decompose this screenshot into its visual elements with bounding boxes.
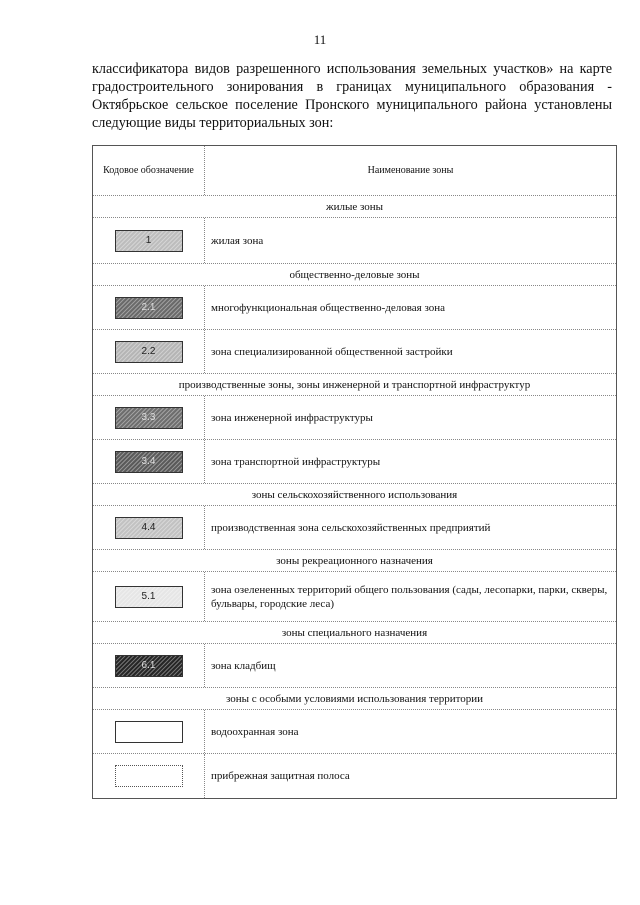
zone-row — [93, 506, 616, 550]
section-label: зоны с особыми условиями использования территории — [225, 692, 484, 705]
section-row — [93, 374, 616, 396]
zone-code-cell — [93, 286, 205, 329]
zone-row — [93, 330, 616, 374]
zone-color-swatch: 6.1 — [115, 655, 183, 677]
zone-color-swatch: 2.2 — [115, 341, 183, 363]
zone-color-swatch: 5.1 — [115, 586, 183, 608]
zone-name: жилая зона — [211, 234, 264, 247]
zone-code-cell — [93, 644, 205, 687]
zone-row — [93, 218, 616, 264]
intro-paragraph — [92, 60, 612, 132]
header-name: Наименование зоны — [367, 165, 454, 176]
zone-color-swatch: 4.4 — [115, 517, 183, 539]
section-label: производственные зоны, зоны инженерной и транспортной инфраструктур — [178, 378, 531, 391]
zone-row — [93, 440, 616, 484]
section-row — [93, 264, 616, 286]
table-body — [93, 196, 616, 798]
section-row — [93, 196, 616, 218]
zone-color-swatch: 1 — [115, 230, 183, 252]
zone-color-swatch — [115, 765, 183, 787]
zone-code-cell — [93, 754, 205, 798]
zone-code-cell — [93, 506, 205, 549]
zone-code-cell — [93, 572, 205, 621]
zone-name: многофункциональная общественно-деловая зона — [211, 301, 446, 314]
zone-row — [93, 396, 616, 440]
zone-name: водоохранная зона — [211, 725, 299, 738]
zone-code-cell — [93, 710, 205, 753]
zone-row — [93, 644, 616, 688]
table-header-row — [93, 146, 616, 196]
zone-name: зона транспортной инфраструктуры — [211, 455, 381, 468]
zone-name: зона кладбищ — [211, 659, 276, 672]
zone-row — [93, 286, 616, 330]
zone-row — [93, 572, 616, 622]
zone-color-swatch — [115, 721, 183, 743]
section-row — [93, 550, 616, 572]
section-label: жилые зоны — [325, 200, 384, 213]
zone-color-swatch: 2.1 — [115, 297, 183, 319]
page-number: 11 — [313, 32, 327, 47]
header-code: Кодовое обозначение — [93, 146, 205, 195]
zone-color-swatch: 3.4 — [115, 451, 183, 473]
zone-name: производственная зона сельскохозяйственных предприятий — [211, 521, 491, 534]
section-row — [93, 622, 616, 644]
section-label: зоны специального назначения — [281, 626, 428, 639]
zone-name: зона инженерной инфраструктуры — [211, 411, 373, 424]
zone-row — [93, 710, 616, 754]
section-row — [93, 484, 616, 506]
intro-text: классификатора видов разрешенного использования земельных участков» на карте градостроительного зонирования в границах муниципального образования - Октябрьское сельское поселение Пронского муниципального района установлены следующие виды территориальных зон: — [92, 61, 612, 131]
zone-code-cell — [93, 218, 205, 263]
zone-code-cell — [93, 440, 205, 483]
zone-name: зона специализированной общественной застройки — [211, 345, 453, 358]
zone-name: прибрежная защитная полоса — [211, 770, 350, 782]
section-row — [93, 688, 616, 710]
zone-row — [93, 754, 616, 798]
zone-code-cell — [93, 330, 205, 373]
section-label: зоны сельскохозяйственного использования — [251, 488, 458, 501]
zones-table — [92, 145, 617, 799]
zone-color-swatch: 3.3 — [115, 407, 183, 429]
zone-name: зона озелененных территорий общего пользования (сады, лесопарки, парки, скверы, бульвары, городские леса) — [211, 583, 608, 610]
zone-code-cell — [93, 396, 205, 439]
section-label: зоны рекреационного назначения — [276, 554, 433, 567]
section-label: общественно-деловые зоны — [289, 268, 420, 281]
